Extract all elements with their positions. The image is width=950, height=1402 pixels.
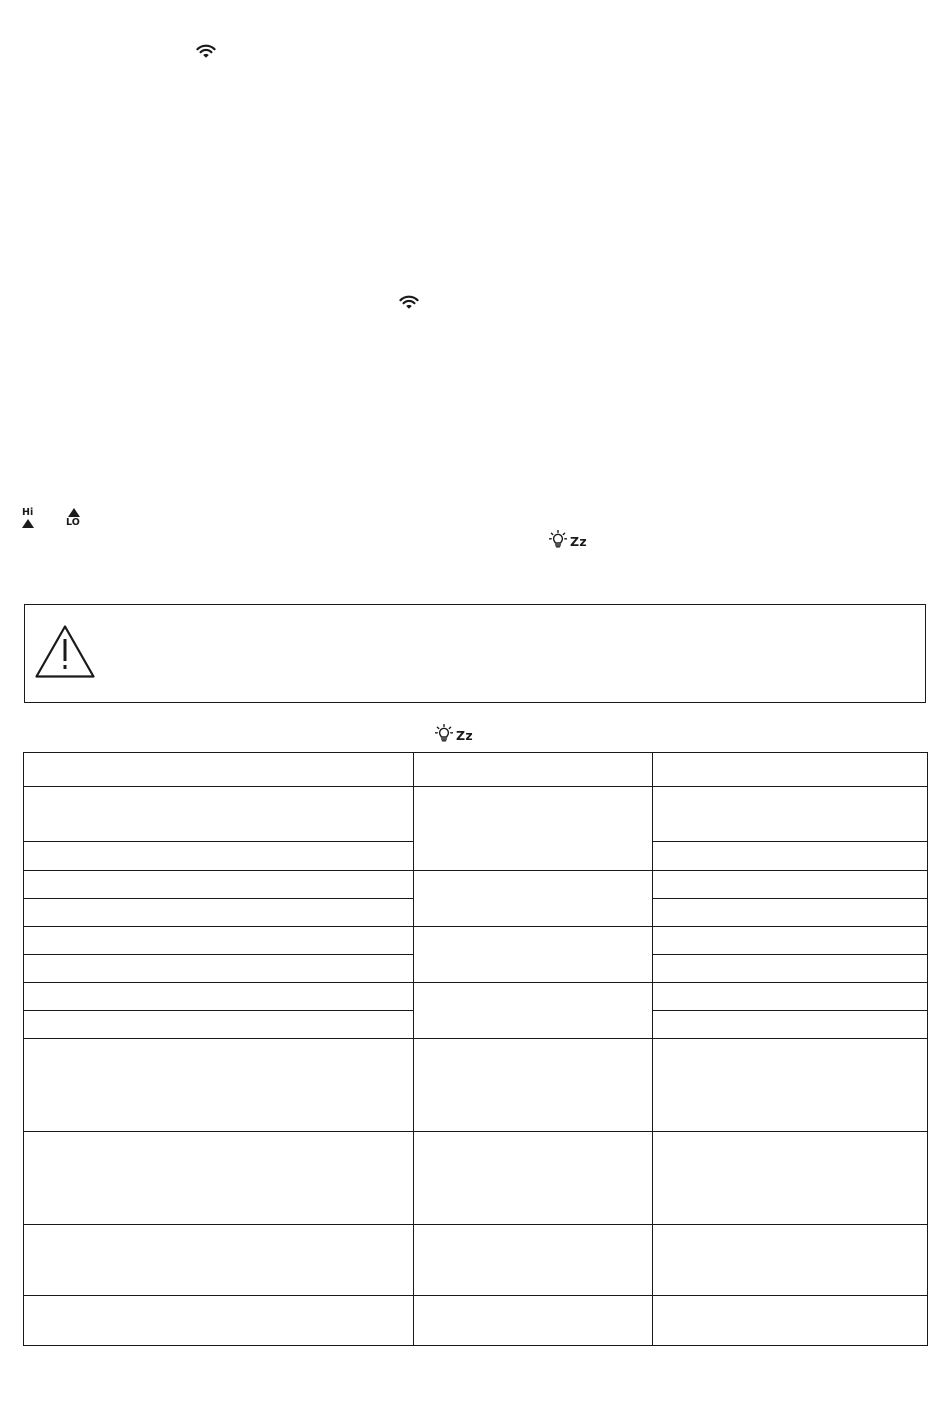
hi-icon	[21, 508, 37, 530]
table-cell	[24, 1132, 414, 1225]
table-cell	[653, 1011, 928, 1039]
hi-label: Hi	[22, 507, 34, 518]
table-cell	[24, 842, 414, 871]
snooze-label: Zz	[570, 534, 587, 549]
table-cell	[653, 871, 928, 899]
lo-up-arrow-icon	[68, 508, 80, 517]
table-row	[24, 753, 928, 787]
lo-icon	[66, 508, 84, 530]
table-cell	[653, 955, 928, 983]
lo-label: LO	[66, 517, 80, 528]
table-row	[24, 1132, 928, 1225]
table-row	[24, 1296, 928, 1346]
table-cell	[24, 787, 414, 842]
table-cell	[653, 753, 928, 787]
table-cell	[24, 955, 414, 983]
table-cell	[653, 899, 928, 927]
table-row	[24, 787, 928, 842]
table-cell	[414, 871, 653, 927]
table-cell	[653, 1039, 928, 1132]
table-cell	[653, 983, 928, 1011]
backlight-snooze-icon	[549, 530, 593, 550]
spec-table	[23, 752, 928, 1346]
table-cell	[24, 1039, 414, 1132]
table-cell	[414, 1132, 653, 1225]
warning-triangle-icon	[34, 624, 96, 680]
table-cell	[414, 927, 653, 983]
warning-box	[24, 604, 926, 703]
table-cell	[414, 983, 653, 1039]
table-cell	[414, 753, 653, 787]
backlight-snooze-icon	[435, 724, 479, 744]
table-cell	[653, 927, 928, 955]
table-cell	[653, 842, 928, 871]
table-cell	[24, 1011, 414, 1039]
table-cell	[24, 927, 414, 955]
table-cell	[414, 1296, 653, 1346]
hi-up-arrow-icon	[22, 519, 34, 528]
table-cell	[414, 1225, 653, 1296]
table-cell	[24, 1296, 414, 1346]
table-cell	[653, 1132, 928, 1225]
table-cell	[414, 787, 653, 871]
table-row	[24, 927, 928, 955]
table-row	[24, 871, 928, 899]
table-cell	[653, 787, 928, 842]
wireless-signal-icon	[399, 295, 419, 310]
wireless-signal-icon	[196, 44, 216, 59]
table-cell	[24, 753, 414, 787]
table-row	[24, 983, 928, 1011]
table-cell	[24, 983, 414, 1011]
table-cell	[24, 1225, 414, 1296]
table-cell	[414, 1039, 653, 1132]
table-cell	[653, 1225, 928, 1296]
table-row	[24, 1039, 928, 1132]
table-cell	[24, 871, 414, 899]
table-row	[24, 1225, 928, 1296]
table-cell	[653, 1296, 928, 1346]
snooze-label: Zz	[456, 728, 473, 743]
table-cell	[24, 899, 414, 927]
